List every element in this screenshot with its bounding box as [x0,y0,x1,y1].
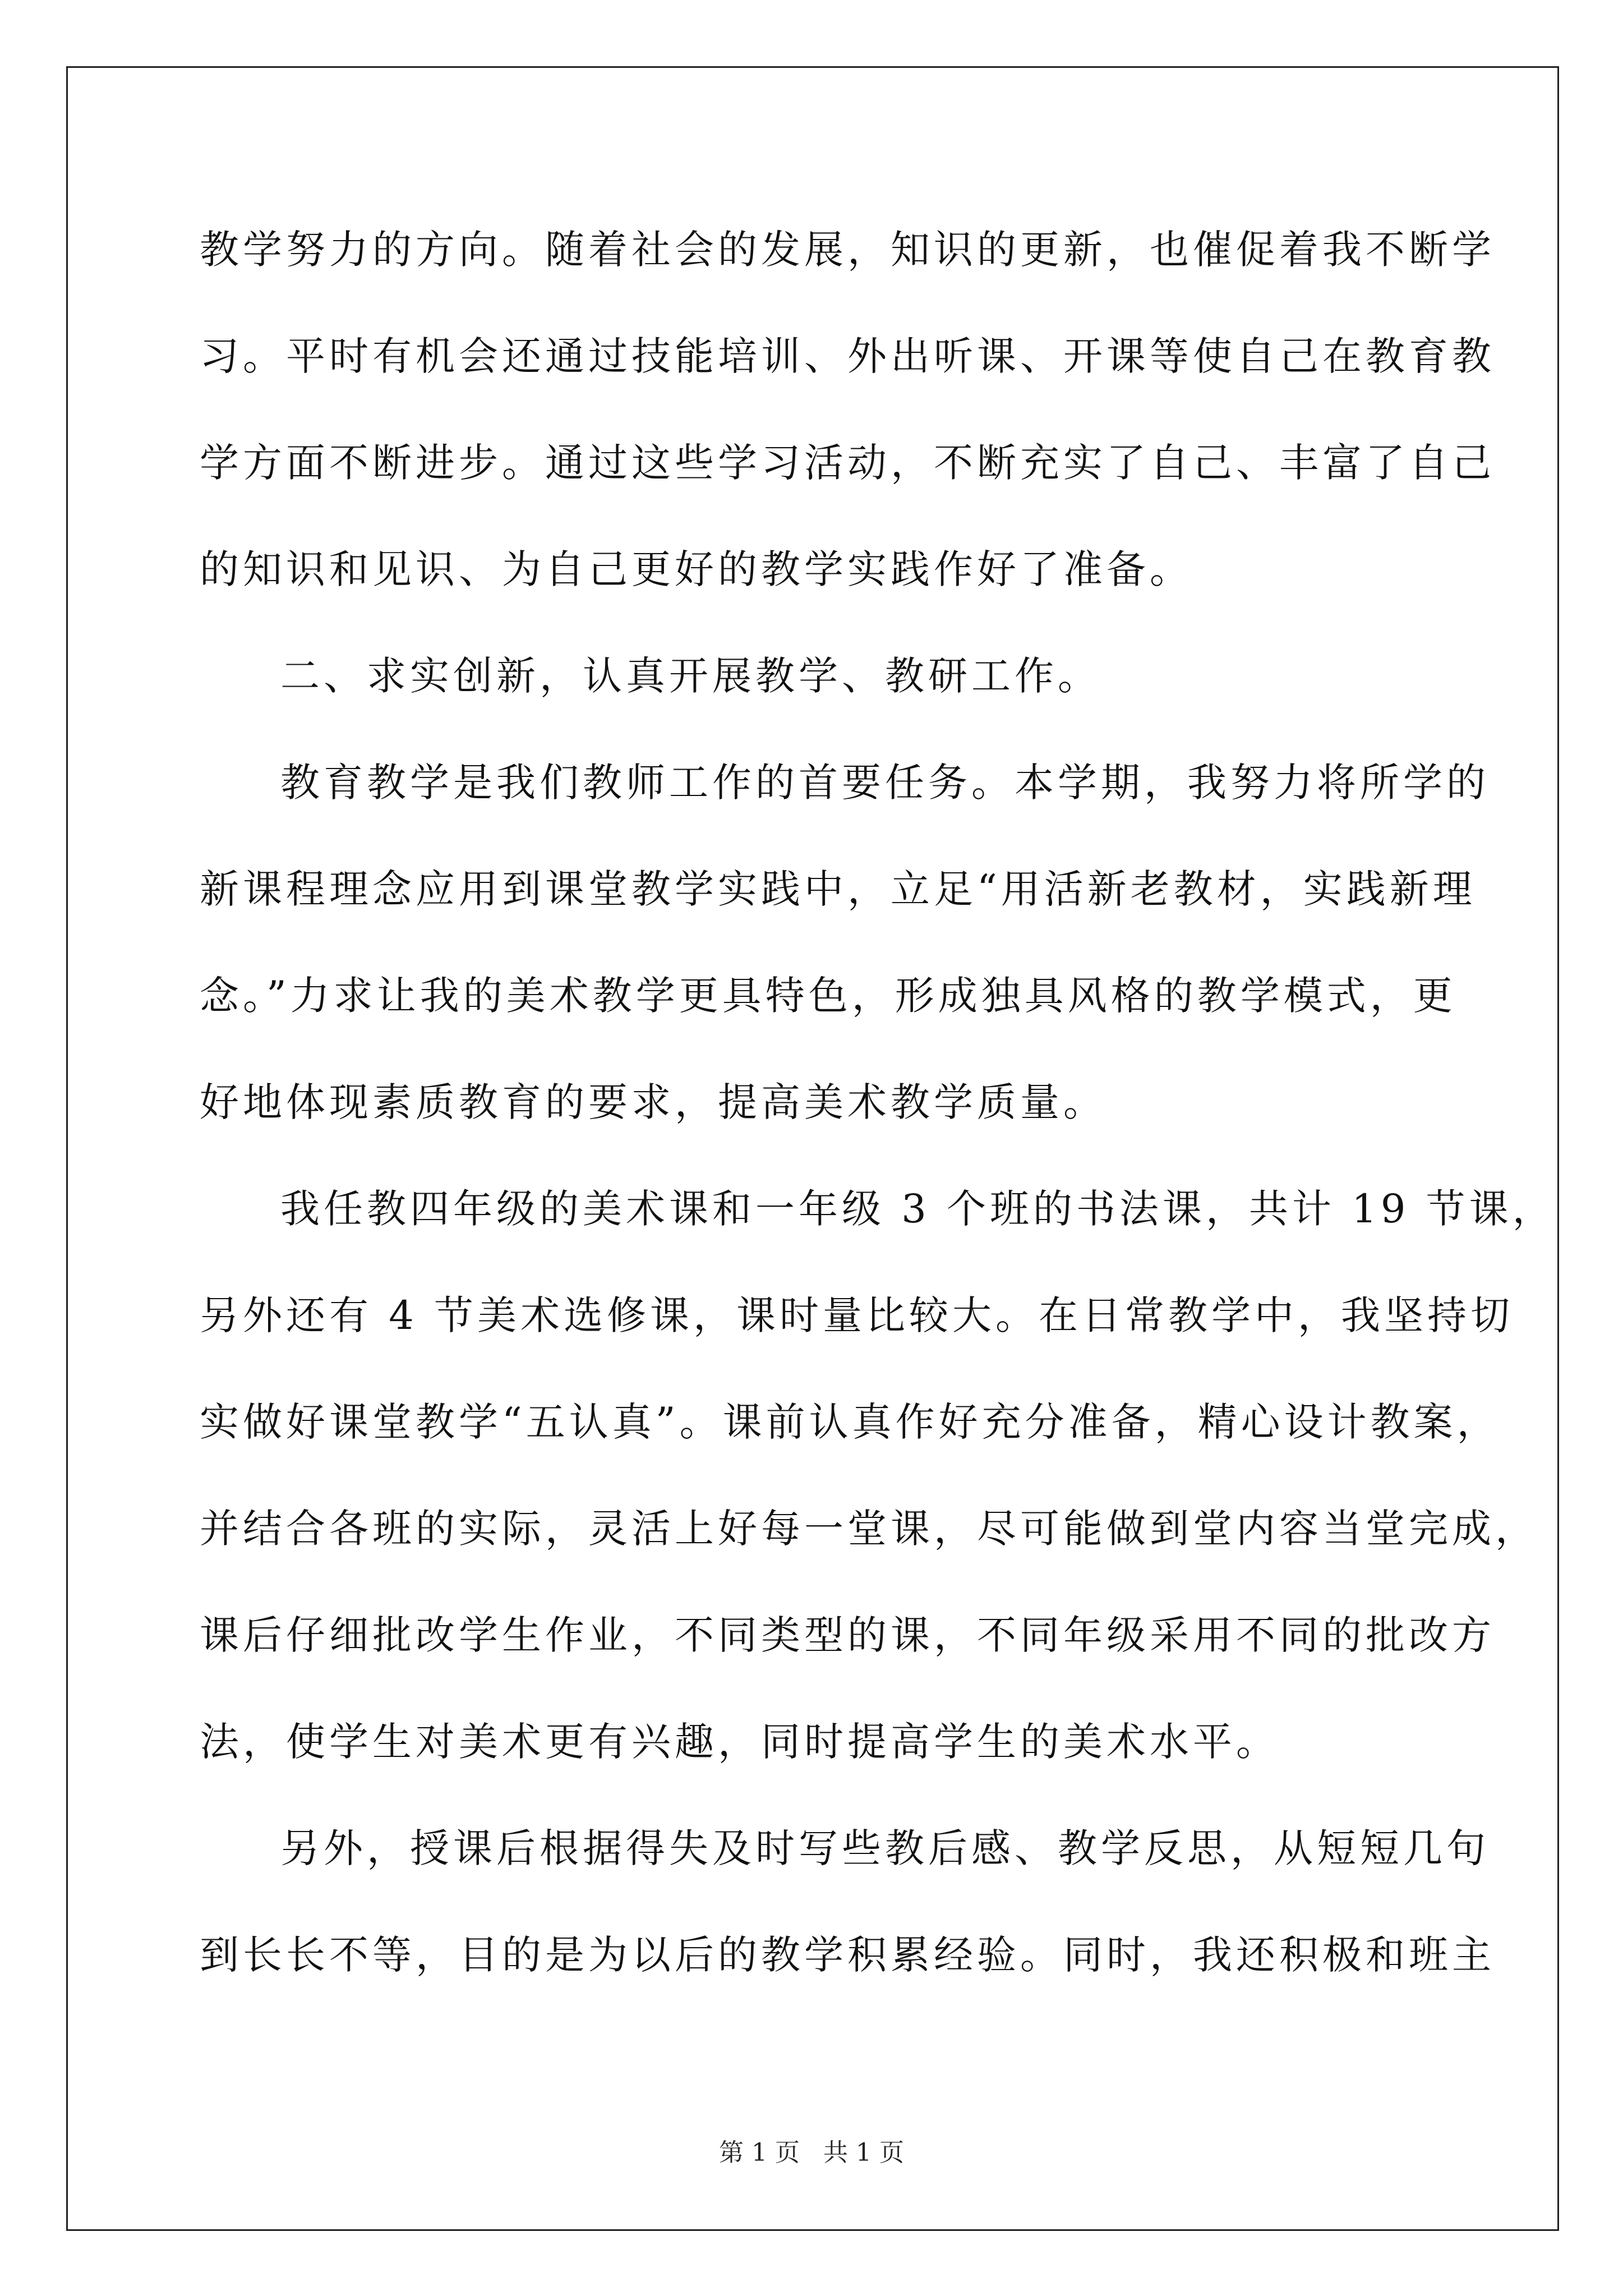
page-number: 第 1 页 [719,2138,800,2167]
text-line: 的知识和见识、为自己更好的教学实践作好了准备。 [200,546,1193,592]
text-line: 教育教学是我们教师工作的首要任务。本学期，我努力将所学的 [280,760,1490,806]
page-footer [0,2136,1623,2170]
text-line: 课后仔细批改学生作业，不同类型的课，不同年级采用不同的批改方 [200,1612,1495,1658]
text-line: 到长长不等，目的是为以后的教学积累经验。同时，我还积极和班主 [200,1932,1495,1978]
text-line: 教学努力的方向。随着社会的发展，知识的更新，也催促着我不断学 [200,227,1495,273]
section-heading: 二、求实创新，认真开展教学、教研工作。 [280,653,1101,699]
text-line: 我任教四年级的美术课和一年级 3 个班的书法课，共计 19 节课， [280,1186,1556,1232]
text-line: 学方面不断进步。通过这些学习活动，不断充实了自己、丰富了自己 [200,440,1495,486]
text-line: 念。”力求让我的美术教学更具特色，形成独具风格的教学模式，更 [200,973,1456,1019]
text-line: 新课程理念应用到课堂教学实践中，立足“用活新老教材，实践新理 [200,866,1476,912]
text-line: 实做好课堂教学“五认真”。课前认真作好充分准备，精心设计教案， [200,1399,1500,1445]
text-line: 并结合各班的实际，灵活上好每一堂课，尽可能做到堂内容当堂完成， [200,1506,1538,1552]
text-line: 习。平时有机会还通过技能培训、外出听课、开课等使自己在教育教 [200,333,1495,379]
text-line: 另外，授课后根据得失及时写些教后感、教学反思，从短短几句 [280,1825,1490,1871]
text-line: 法，使学生对美术更有兴趣，同时提高学生的美术水平。 [200,1719,1279,1765]
page-total: 共 1 页 [823,2138,904,2167]
document-body [200,216,1556,2028]
text-line: 另外还有 4 节美术选修课，课时量比较大。在日常教学中，我坚持切 [200,1292,1514,1338]
text-line: 好地体现素质教育的要求，提高美术教学质量。 [200,1079,1106,1125]
